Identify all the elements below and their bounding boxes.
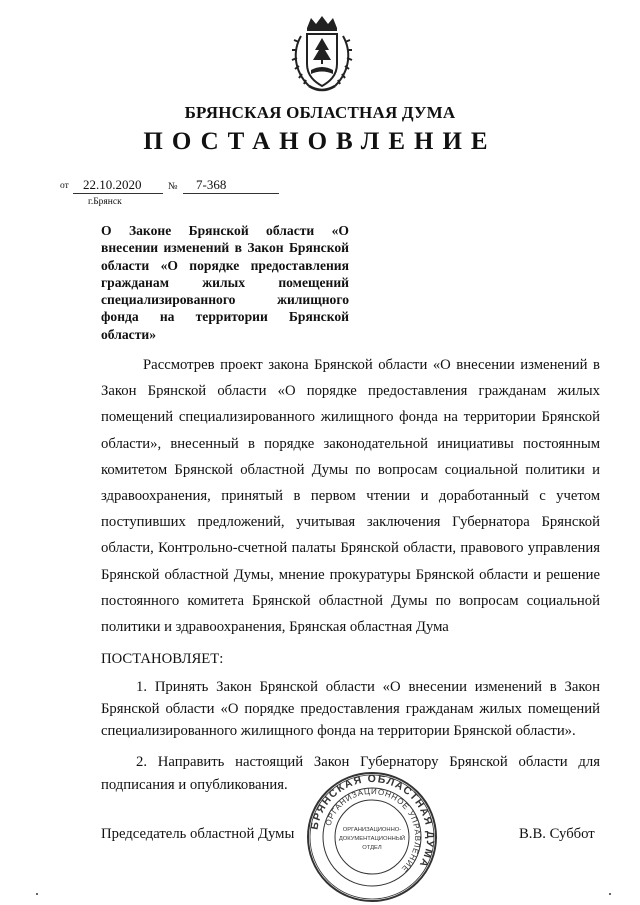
coat-of-arms-icon	[287, 14, 357, 94]
signatory-name: В.В. Суббот	[519, 826, 595, 842]
document-city: г.Брянск	[88, 197, 122, 207]
stamp-center-line-1: ОРГАНИЗАЦИОННО-	[342, 827, 402, 833]
organization-title: БРЯНСКАЯ ОБЛАСТНАЯ ДУМА	[184, 103, 456, 122]
decision-item-2: 2. Направить настоящий Закон Губернатору Брянской области для подписания и опубликования.	[101, 754, 600, 793]
document-date: 22.10.2020	[83, 177, 142, 192]
stamp-center-line-3: ОТДЕЛ	[362, 845, 382, 851]
stamp-center-line-2: ДОКУМЕНТАЦИОННЫЙ	[338, 836, 406, 842]
stamp-outer-text: БРЯНСКАЯ ОБЛАСТНАЯ ДУМА	[308, 772, 437, 871]
document-type: ПОСТАНОВЛЕНИЕ	[143, 128, 497, 155]
signatory-title: Председатель областной Думы	[101, 826, 295, 842]
date-underline	[73, 193, 163, 194]
number-prefix: №	[168, 181, 178, 192]
body-paragraph-preamble: Рассмотрев проект закона Брянской области «О внесении изменений в Закон Брянской области «О порядке предоставления гражданам жилых помещений специализированного жилищного фонда на территории Брянской области», внесенный в порядке законодательной инициативы постоянным комитетом Брянской областной Думы по вопросам социальной политики и здравоохранения, принятый в первом чтении и доработанный с учетом поступивших предложений, учитывая заключения Губернатора Брянской области, Контрольно-счетной палаты Брянской области, правового управления Брянской областной Думы, мнение прокуратуры Брянской области и решение постоянного комитета Брянской областной Думы по вопросам социальной политики и здравоохранения, Брянская областная Дума	[101, 357, 600, 636]
number-underline	[183, 193, 279, 194]
document-subject: О Законе Брянской области «О внесении изменений в Закон Брянской области «О порядке предоставления гражданам жилых помещений специализированного жилищного фонда на территории Брянской области»	[101, 223, 349, 342]
scan-speck	[609, 893, 611, 895]
official-stamp-icon	[305, 770, 439, 904]
stamp-inner-text: ОРГАНИЗАЦИОННОЕ УПРАВЛЕНИЕ	[323, 786, 423, 875]
decree-word: ПОСТАНОВЛЯЕТ:	[101, 651, 224, 667]
document-number: 7-368	[196, 177, 227, 192]
scan-speck	[36, 893, 38, 895]
date-prefix: от	[60, 181, 69, 191]
decision-item-1: 1. Принять Закон Брянской области «О внесении изменений в Закон Брянской области «О порядке предоставления гражданам жилых помещений специализированного жилищного фонда на территории Брянской области».	[101, 679, 600, 739]
